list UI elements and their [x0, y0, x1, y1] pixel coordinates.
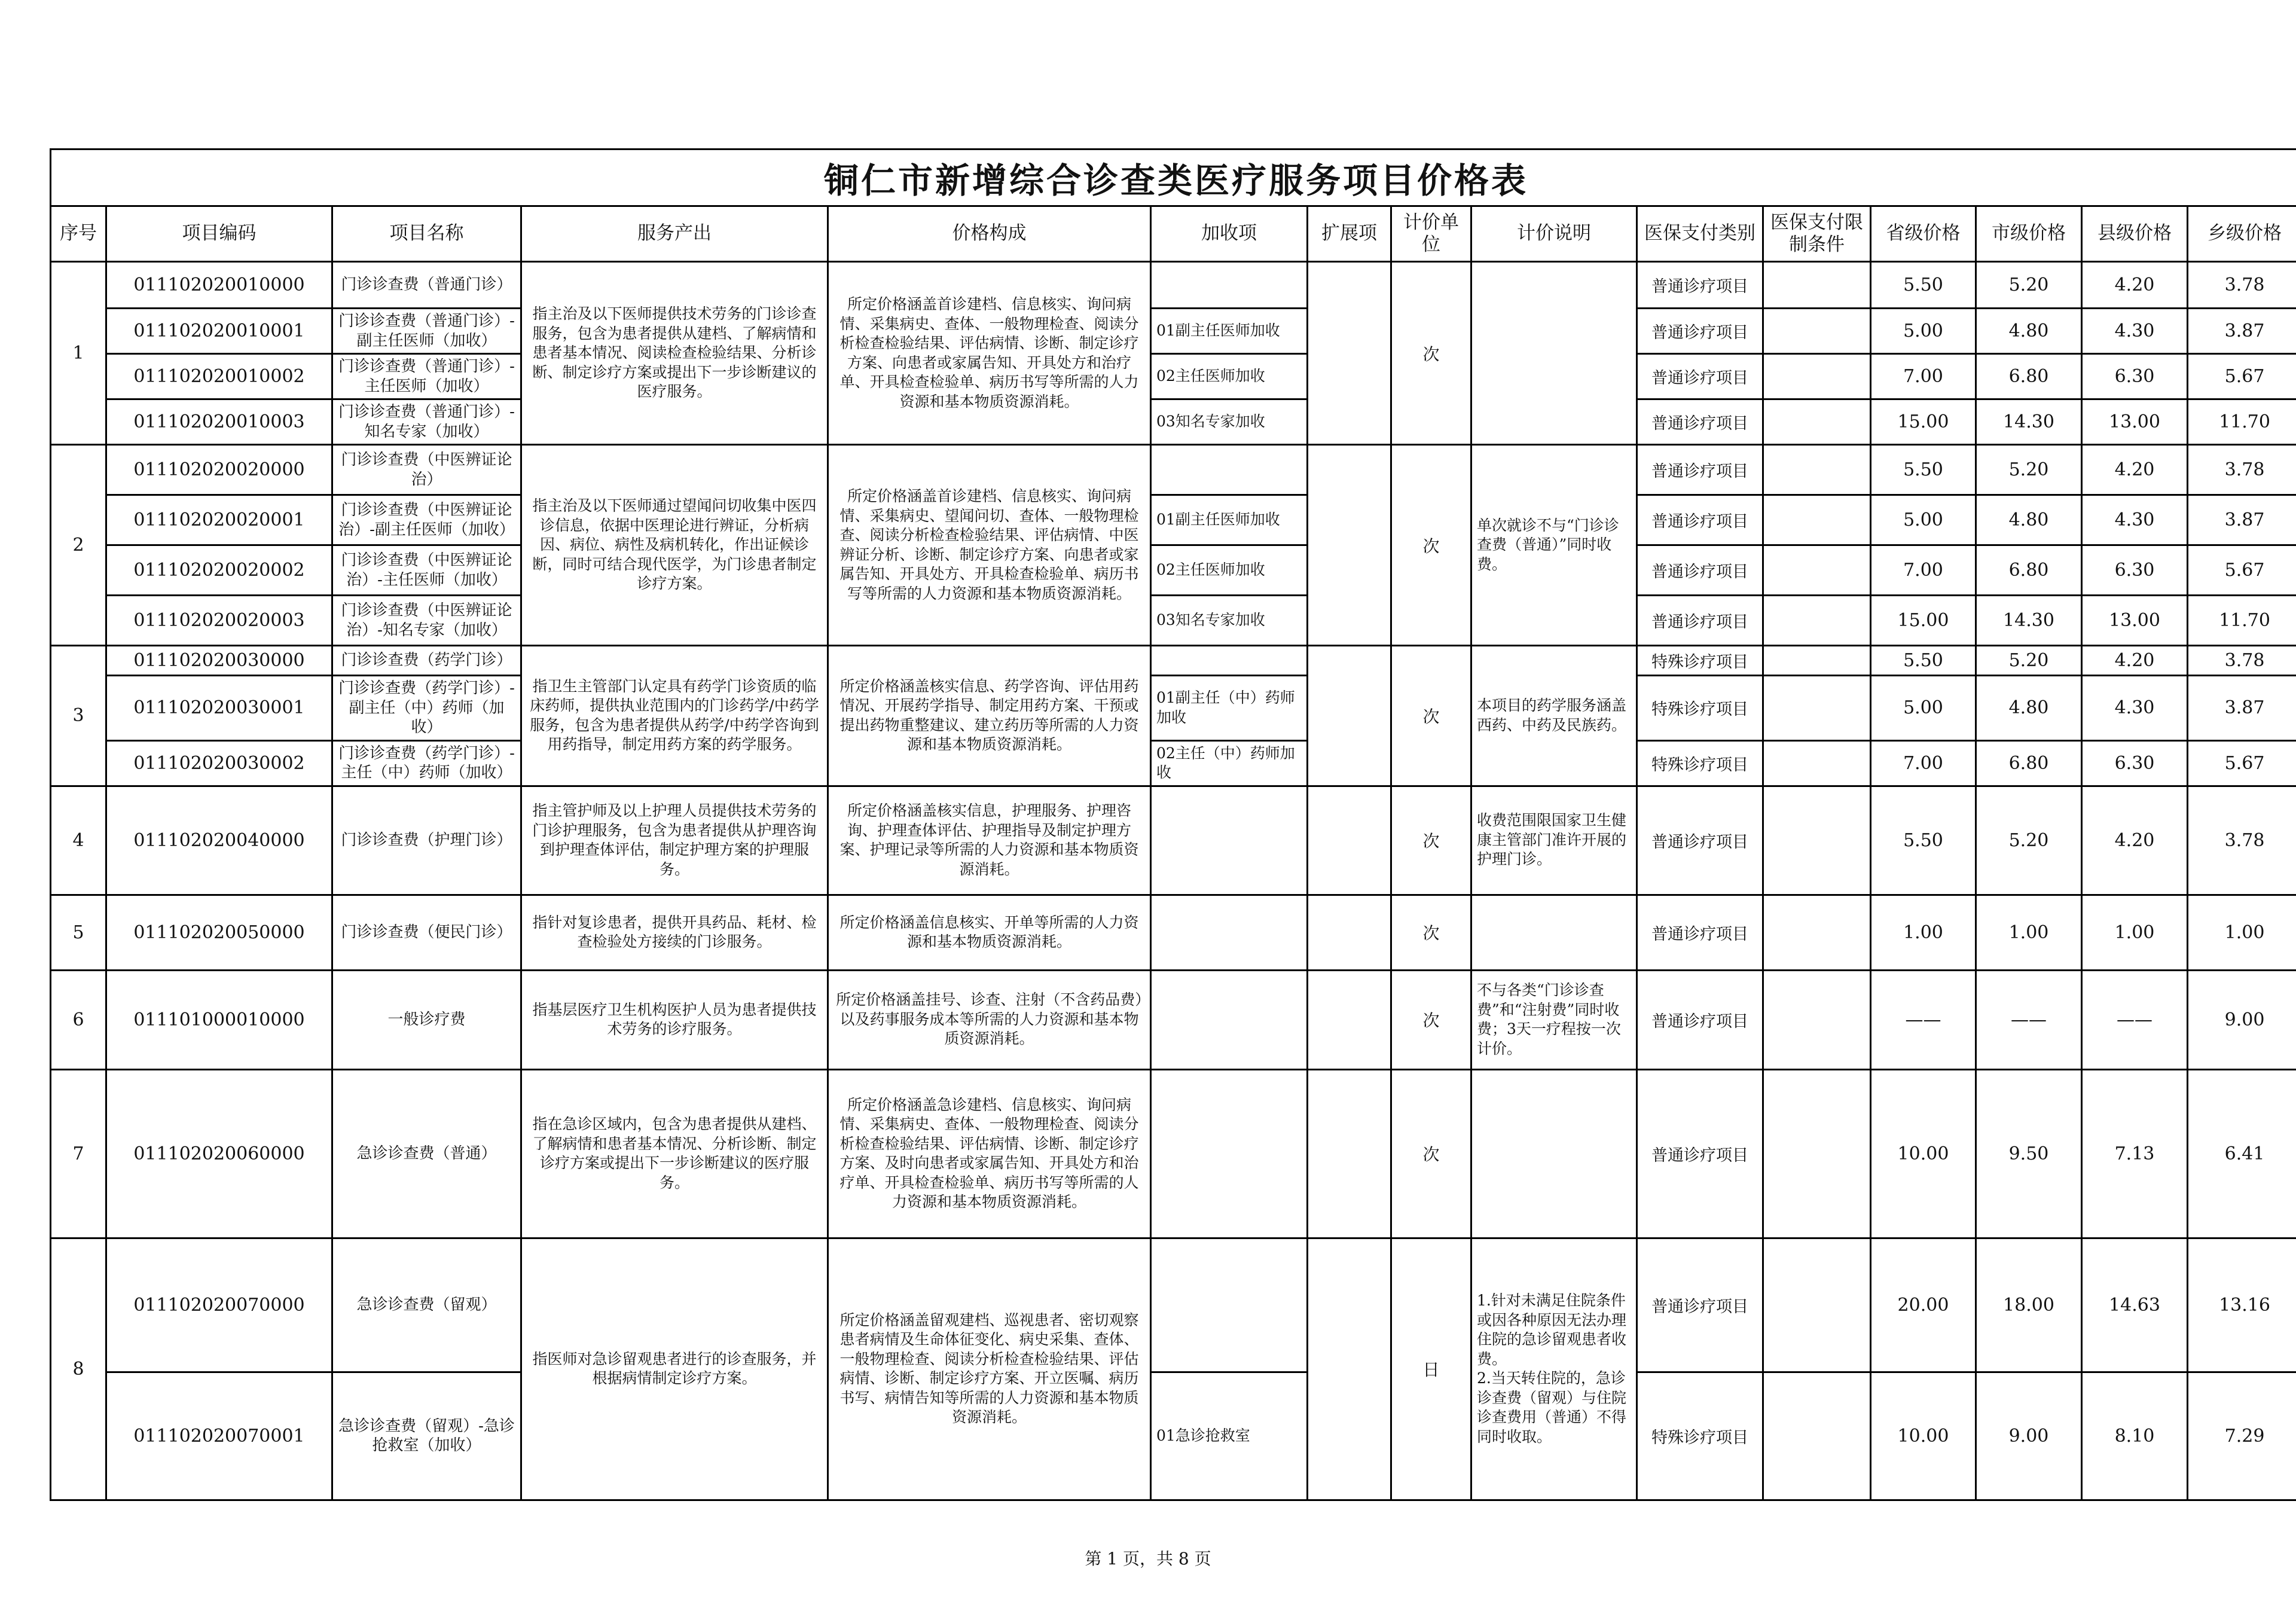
pricing-note: 不与各类“门诊诊查费”和“注射费”同时收费；3天一疗程按一次计价。 [1471, 970, 1637, 1069]
township-price: 11.70 [2188, 399, 2296, 445]
header-cell: 加收项 [1151, 206, 1308, 262]
insurance-restriction [1763, 309, 1871, 354]
insurance-restriction [1763, 646, 1871, 676]
pricing-unit: 次 [1391, 786, 1471, 895]
header-cell: 医保支付类别 [1637, 206, 1763, 262]
header-row [51, 206, 2296, 262]
table-row [51, 399, 2296, 445]
item-code: 011102020010002 [106, 354, 332, 399]
surcharge-item: 02主任医师加收 [1151, 354, 1308, 399]
insurance-category: 普通诊疗项目 [1637, 1069, 1763, 1238]
table-row [51, 1069, 2296, 1238]
insurance-category: 普通诊疗项目 [1637, 545, 1763, 596]
header-cell: 项目编码 [106, 206, 332, 262]
page-footer: 第 1 页，共 8 页 [1085, 1549, 1211, 1569]
header-cell: 省级价格 [1871, 206, 1976, 262]
row-seq-number: 2 [51, 445, 106, 646]
city-price: 4.80 [1976, 309, 2082, 354]
insurance-restriction [1763, 786, 1871, 895]
item-name: 门诊诊查费（普通门诊）-知名专家（加收） [332, 399, 521, 445]
insurance-restriction [1763, 495, 1871, 545]
table-title: 铜仁市新增综合诊查类医疗服务项目价格表 [51, 150, 2296, 206]
surcharge-item: 01副主任医师加收 [1151, 309, 1308, 354]
extension-item [1308, 646, 1391, 786]
insurance-category: 普通诊疗项目 [1637, 495, 1763, 545]
service-output: 指卫生主管部门认定具有药学门诊资质的临床药师，提供执业范围内的门诊药学/中药学服务，包含为患者提供从药学/中药学咨询到用药指导，制定用药方案的药学服务。 [521, 646, 828, 786]
county-price: 4.20 [2082, 262, 2188, 309]
header-cell: 服务产出 [521, 206, 828, 262]
province-price: 10.00 [1871, 1372, 1976, 1500]
surcharge-item [1151, 895, 1308, 970]
pricing-unit: 次 [1391, 646, 1471, 786]
city-price: 5.20 [1976, 262, 2082, 309]
county-price: 7.13 [2082, 1069, 2188, 1238]
item-code: 011102020010003 [106, 399, 332, 445]
surcharge-item [1151, 445, 1308, 495]
price-composition: 所定价格涵盖首诊建档、信息核实、询问病情、采集病史、望闻问切、查体、一般物理检查、阅读分析检查检验结果、评估病情、中医辨证分析、诊断、制定诊疗方案、向患者或家属告知、开具处方、开具检查检验单、病历书写等所需的人力资源和基本物质资源消耗。 [828, 445, 1151, 646]
city-price: 5.20 [1976, 646, 2082, 676]
item-code: 011102020020003 [106, 596, 332, 646]
county-price: 1.00 [2082, 895, 2188, 970]
township-price: 3.78 [2188, 445, 2296, 495]
service-output: 指在急诊区域内，包含为患者提供从建档、了解病情和患者基本情况、分析诊断、制定诊疗方案或提出下一步诊断建议的医疗服务。 [521, 1069, 828, 1238]
item-name: 门诊诊查费（便民门诊） [332, 895, 521, 970]
province-price: 5.00 [1871, 309, 1976, 354]
table-row [51, 970, 2296, 1069]
item-name: 急诊诊查费（普通） [332, 1069, 521, 1238]
province-price: 5.00 [1871, 495, 1976, 545]
county-price: 13.00 [2082, 399, 2188, 445]
township-price: 3.78 [2188, 262, 2296, 309]
pricing-note: 收费范围限国家卫生健康主管部门准许开展的护理门诊。 [1471, 786, 1637, 895]
item-code: 011102020020001 [106, 495, 332, 545]
township-price: 9.00 [2188, 970, 2296, 1069]
item-code: 011101000010000 [106, 970, 332, 1069]
city-price: 6.80 [1976, 545, 2082, 596]
pricing-unit: 次 [1391, 895, 1471, 970]
township-price: 3.87 [2188, 676, 2296, 741]
item-name: 门诊诊查费（中医辨证论治）-知名专家（加收） [332, 596, 521, 646]
item-name: 急诊诊查费（留观） [332, 1238, 521, 1372]
pricing-unit: 日 [1391, 1238, 1471, 1500]
extension-item [1308, 445, 1391, 646]
insurance-restriction [1763, 895, 1871, 970]
insurance-restriction [1763, 970, 1871, 1069]
item-code: 011102020060000 [106, 1069, 332, 1238]
province-price: 10.00 [1871, 1069, 1976, 1238]
township-price: 5.67 [2188, 354, 2296, 399]
row-seq-number: 7 [51, 1069, 106, 1238]
township-price: 3.87 [2188, 309, 2296, 354]
extension-item [1308, 786, 1391, 895]
service-output: 指主治及以下医师提供技术劳务的门诊诊查服务，包含为患者提供从建档、了解病情和患者基本情况、阅读检查检验结果、分析诊断、制定诊疗方案或提出下一步诊断建议的医疗服务。 [521, 262, 828, 445]
province-price: 5.50 [1871, 262, 1976, 309]
service-output: 指医师对急诊留观患者进行的诊查服务，并根据病情制定诊疗方案。 [521, 1238, 828, 1500]
price-composition: 所定价格涵盖急诊建档、信息核实、询问病情、采集病史、查体、一般物理检查、阅读分析检查检验结果、评估病情、诊断、制定诊疗方案、及时向患者或家属告知、开具处方和治疗单、开具检查检验单、病历书写等所需的人力资源和基本物质资源消耗。 [828, 1069, 1151, 1238]
insurance-category: 特殊诊疗项目 [1637, 676, 1763, 741]
service-output: 指基层医疗卫生机构医护人员为患者提供技术劳务的诊疗服务。 [521, 970, 828, 1069]
extension-item [1308, 1069, 1391, 1238]
township-price: 11.70 [2188, 596, 2296, 646]
row-seq-number: 8 [51, 1238, 106, 1500]
insurance-category: 普通诊疗项目 [1637, 399, 1763, 445]
price-composition: 所定价格涵盖首诊建档、信息核实、询问病情、采集病史、查体、一般物理检查、阅读分析检查检验结果、评估病情、诊断、制定诊疗方案、向患者或家属告知、开具处方和治疗单、开具检查检验单、病历书写等所需的人力资源和基本物质资源消耗。 [828, 262, 1151, 445]
price-composition: 所定价格涵盖留观建档、巡视患者、密切观察患者病情及生命体征变化、病史采集、查体、一般物理检查、阅读分析检查检验结果、评估病情、诊断、制定诊疗方案、开立医嘱、病历书写、病情告知等所需的人力资源和基本物质资源消耗。 [828, 1238, 1151, 1500]
township-price: 5.67 [2188, 740, 2296, 786]
city-price: 9.50 [1976, 1069, 2082, 1238]
insurance-category: 普通诊疗项目 [1637, 354, 1763, 399]
header-cell: 乡级价格 [2188, 206, 2296, 262]
province-price: 5.50 [1871, 786, 1976, 895]
township-price: 6.41 [2188, 1069, 2296, 1238]
insurance-category: 普通诊疗项目 [1637, 445, 1763, 495]
surcharge-item [1151, 1069, 1308, 1238]
item-code: 011102020070001 [106, 1372, 332, 1500]
surcharge-item: 01急诊抢救室 [1151, 1372, 1308, 1500]
pricing-note [1471, 895, 1637, 970]
surcharge-item: 03知名专家加收 [1151, 399, 1308, 445]
insurance-category: 普通诊疗项目 [1637, 1238, 1763, 1372]
header-cell: 计价说明 [1471, 206, 1637, 262]
township-price: 7.29 [2188, 1372, 2296, 1500]
township-price: 1.00 [2188, 895, 2296, 970]
item-name: 门诊诊查费（护理门诊） [332, 786, 521, 895]
item-name: 急诊诊查费（留观）-急诊抢救室（加收） [332, 1372, 521, 1500]
county-price: 6.30 [2082, 545, 2188, 596]
table-row [51, 262, 2296, 309]
table-row [51, 545, 2296, 596]
insurance-category: 普通诊疗项目 [1637, 895, 1763, 970]
table-row [51, 646, 2296, 676]
row-seq-number: 5 [51, 895, 106, 970]
insurance-restriction [1763, 1238, 1871, 1372]
province-price: 15.00 [1871, 596, 1976, 646]
surcharge-item: 01副主任（中）药师加收 [1151, 676, 1308, 741]
insurance-restriction [1763, 399, 1871, 445]
insurance-restriction [1763, 740, 1871, 786]
insurance-category: 普通诊疗项目 [1637, 786, 1763, 895]
county-price: 14.63 [2082, 1238, 2188, 1372]
province-price: 5.50 [1871, 646, 1976, 676]
insurance-restriction [1763, 596, 1871, 646]
county-price: 4.20 [2082, 646, 2188, 676]
item-name: 门诊诊查费（药学门诊） [332, 646, 521, 676]
county-price: —— [2082, 970, 2188, 1069]
county-price: 4.20 [2082, 445, 2188, 495]
province-price: 1.00 [1871, 895, 1976, 970]
county-price: 4.20 [2082, 786, 2188, 895]
header-cell: 县级价格 [2082, 206, 2188, 262]
header-cell: 序号 [51, 206, 106, 262]
header-cell: 扩展项 [1308, 206, 1391, 262]
table-body [51, 262, 2296, 1500]
price-composition: 所定价格涵盖信息核实、开单等所需的人力资源和基本物质资源消耗。 [828, 895, 1151, 970]
surcharge-item: 01副主任医师加收 [1151, 495, 1308, 545]
table-row [51, 495, 2296, 545]
insurance-category: 普通诊疗项目 [1637, 262, 1763, 309]
city-price: —— [1976, 970, 2082, 1069]
price-table [50, 148, 2296, 1501]
table-row [51, 309, 2296, 354]
price-composition: 所定价格涵盖核实信息、药学咨询、评估用药情况、开展药学指导、制定用药方案、干预或提出药物重整建议、建立药历等所需的人力资源和基本物质资源消耗。 [828, 646, 1151, 786]
insurance-category: 特殊诊疗项目 [1637, 646, 1763, 676]
item-name: 门诊诊查费（药学门诊）-副主任（中）药师（加收） [332, 676, 521, 741]
township-price: 13.16 [2188, 1238, 2296, 1372]
surcharge-item [1151, 646, 1308, 676]
city-price: 5.20 [1976, 445, 2082, 495]
item-code: 011102020010000 [106, 262, 332, 309]
province-price: —— [1871, 970, 1976, 1069]
item-name: 门诊诊查费（普通门诊）-主任医师（加收） [332, 354, 521, 399]
pricing-note [1471, 262, 1637, 445]
item-name: 门诊诊查费（中医辨证论治） [332, 445, 521, 495]
insurance-restriction [1763, 1069, 1871, 1238]
insurance-category: 特殊诊疗项目 [1637, 740, 1763, 786]
city-price: 6.80 [1976, 354, 2082, 399]
header-cell: 价格构成 [828, 206, 1151, 262]
pricing-note: 1.针对未满足住院条件或因各种原因无法办理住院的急诊留观患者收费。 2.当天转住院的，急诊诊查费（留观）与住院诊查费用（普通）不得同时收取。 [1471, 1238, 1637, 1500]
pricing-unit: 次 [1391, 262, 1471, 445]
city-price: 9.00 [1976, 1372, 2082, 1500]
insurance-restriction [1763, 262, 1871, 309]
item-name: 门诊诊查费（药学门诊）-主任（中）药师（加收） [332, 740, 521, 786]
insurance-category: 普通诊疗项目 [1637, 309, 1763, 354]
city-price: 14.30 [1976, 596, 2082, 646]
header-cell: 医保支付限制条件 [1763, 206, 1871, 262]
province-price: 7.00 [1871, 740, 1976, 786]
county-price: 8.10 [2082, 1372, 2188, 1500]
table-row [51, 596, 2296, 646]
price-composition: 所定价格涵盖挂号、诊查、注射（不含药品费）以及药事服务成本等所需的人力资源和基本物质资源消耗。 [828, 970, 1151, 1069]
township-price: 3.78 [2188, 646, 2296, 676]
item-name: 一般诊疗费 [332, 970, 521, 1069]
header-cell: 项目名称 [332, 206, 521, 262]
item-code: 011102020020000 [106, 445, 332, 495]
surcharge-item [1151, 786, 1308, 895]
row-seq-number: 4 [51, 786, 106, 895]
county-price: 6.30 [2082, 740, 2188, 786]
table-row [51, 354, 2296, 399]
insurance-category: 普通诊疗项目 [1637, 596, 1763, 646]
table-row [51, 1238, 2296, 1372]
item-name: 门诊诊查费（中医辨证论治）-副主任医师（加收） [332, 495, 521, 545]
city-price: 4.80 [1976, 495, 2082, 545]
county-price: 4.30 [2082, 495, 2188, 545]
city-price: 4.80 [1976, 676, 2082, 741]
table-row [51, 740, 2296, 786]
surcharge-item [1151, 1238, 1308, 1372]
province-price: 20.00 [1871, 1238, 1976, 1372]
header-cell: 计价单位 [1391, 206, 1471, 262]
item-code: 011102020010001 [106, 309, 332, 354]
surcharge-item [1151, 262, 1308, 309]
item-code: 011102020040000 [106, 786, 332, 895]
insurance-restriction [1763, 545, 1871, 596]
township-price: 3.78 [2188, 786, 2296, 895]
city-price: 18.00 [1976, 1238, 2082, 1372]
row-seq-number: 3 [51, 646, 106, 786]
county-price: 13.00 [2082, 596, 2188, 646]
city-price: 6.80 [1976, 740, 2082, 786]
item-name: 门诊诊查费（中医辨证论治）-主任医师（加收） [332, 545, 521, 596]
pricing-unit: 次 [1391, 445, 1471, 646]
extension-item [1308, 970, 1391, 1069]
pricing-note: 本项目的药学服务涵盖西药、中药及民族药。 [1471, 646, 1637, 786]
province-price: 7.00 [1871, 545, 1976, 596]
item-code: 011102020030001 [106, 676, 332, 741]
surcharge-item [1151, 970, 1308, 1069]
service-output: 指主管护师及以上护理人员提供技术劳务的门诊护理服务，包含为患者提供从护理咨询到护理查体评估，制定护理方案的护理服务。 [521, 786, 828, 895]
insurance-restriction [1763, 445, 1871, 495]
table-row [51, 895, 2296, 970]
township-price: 5.67 [2188, 545, 2296, 596]
insurance-restriction [1763, 1372, 1871, 1500]
price-composition: 所定价格涵盖核实信息，护理服务、护理咨询、护理查体评估、护理指导及制定护理方案、护理记录等所需的人力资源和基本物质资源消耗。 [828, 786, 1151, 895]
item-name: 门诊诊查费（普通门诊） [332, 262, 521, 309]
header-cell: 市级价格 [1976, 206, 2082, 262]
surcharge-item: 02主任医师加收 [1151, 545, 1308, 596]
extension-item [1308, 1238, 1391, 1500]
item-code: 011102020070000 [106, 1238, 332, 1372]
service-output: 指主治及以下医师通过望闻问切收集中医四诊信息，依据中医理论进行辨证，分析病因、病位、病性及病机转化，作出证候诊断，同时可结合现代医学，为门诊患者制定诊疗方案。 [521, 445, 828, 646]
price-table-sheet [50, 148, 2282, 1501]
extension-item [1308, 895, 1391, 970]
pricing-note [1471, 1069, 1637, 1238]
province-price: 5.50 [1871, 445, 1976, 495]
pricing-note: 单次就诊不与“门诊诊查费（普通）”同时收费。 [1471, 445, 1637, 646]
insurance-category: 特殊诊疗项目 [1637, 1372, 1763, 1500]
table-row [51, 445, 2296, 495]
county-price: 6.30 [2082, 354, 2188, 399]
pricing-unit: 次 [1391, 970, 1471, 1069]
pricing-unit: 次 [1391, 1069, 1471, 1238]
province-price: 7.00 [1871, 354, 1976, 399]
table-row [51, 786, 2296, 895]
item-name: 门诊诊查费（普通门诊）-副主任医师（加收） [332, 309, 521, 354]
insurance-restriction [1763, 676, 1871, 741]
table-row [51, 676, 2296, 741]
province-price: 15.00 [1871, 399, 1976, 445]
county-price: 4.30 [2082, 676, 2188, 741]
county-price: 4.30 [2082, 309, 2188, 354]
row-seq-number: 6 [51, 970, 106, 1069]
item-code: 011102020030000 [106, 646, 332, 676]
insurance-category: 普通诊疗项目 [1637, 970, 1763, 1069]
city-price: 1.00 [1976, 895, 2082, 970]
surcharge-item: 03知名专家加收 [1151, 596, 1308, 646]
row-seq-number: 1 [51, 262, 106, 445]
surcharge-item: 02主任（中）药师加收 [1151, 740, 1308, 786]
table-row [51, 1372, 2296, 1500]
extension-item [1308, 262, 1391, 445]
city-price: 5.20 [1976, 786, 2082, 895]
item-code: 011102020030002 [106, 740, 332, 786]
city-price: 14.30 [1976, 399, 2082, 445]
item-code: 011102020050000 [106, 895, 332, 970]
item-code: 011102020020002 [106, 545, 332, 596]
province-price: 5.00 [1871, 676, 1976, 741]
insurance-restriction [1763, 354, 1871, 399]
township-price: 3.87 [2188, 495, 2296, 545]
service-output: 指针对复诊患者，提供开具药品、耗材、检查检验处方接续的门诊服务。 [521, 895, 828, 970]
